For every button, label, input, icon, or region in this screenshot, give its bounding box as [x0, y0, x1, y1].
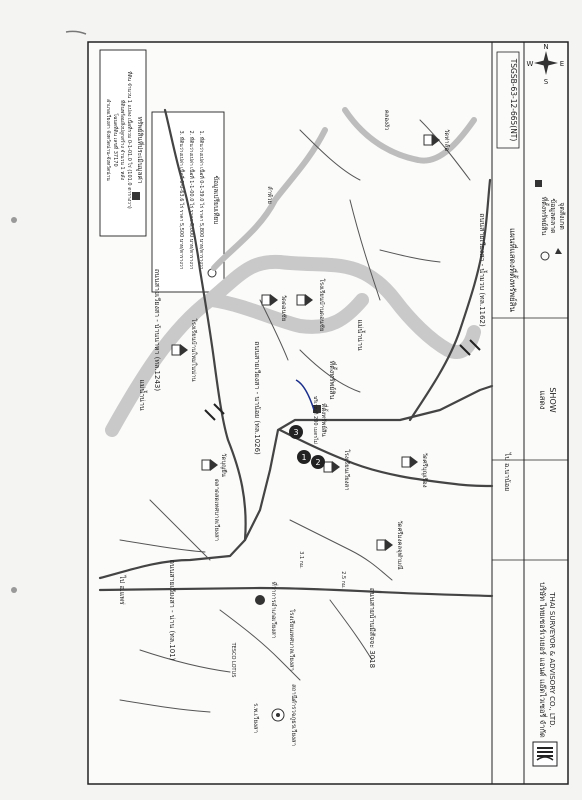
road-label: ถนนสายเวียงสา - น้ำมวบ (ทล.1162): [478, 213, 486, 327]
place-label: ที่ว่าการอำเภอเวียงสา: [270, 581, 277, 639]
river-label: แม่น้ำน่าน: [356, 319, 364, 351]
place-label: วัดศรีบุญเรือง: [421, 452, 428, 488]
compass-w: W: [526, 60, 534, 68]
to-phrae-label: ไป อ.แพร่: [118, 575, 126, 605]
road-label: ถนนสายเวียงสา - นาน้อย (ทล.1026): [253, 341, 261, 455]
market-box-title: ข้อมูลเปรียบเทียบ: [212, 175, 220, 225]
legend-comparable: ข้อมูลตลาด: [549, 198, 557, 234]
police-icon: [272, 709, 284, 721]
place-label: วัดศรีมงคลจุฬามณี: [396, 520, 403, 570]
company-logo-icon: [533, 742, 557, 766]
legend-subject-icon: [535, 180, 542, 187]
place-label: วัดท่าล้อ: [443, 129, 450, 151]
place-label: โรงเรียนบ้านดอนชัย: [318, 278, 325, 332]
subject-box-line: ที่ดินพร้อมสิ่งปลูกสร้าง จำนวน 1 หลัง: [119, 99, 125, 181]
market-box-line: 1. ที่ดินว่างเปล่า เนื้อที่ 0-1-39.0 ไร่ ราคา 5,800 บาท/ตารางวา: [198, 130, 204, 270]
khlong-label: คลองงัว: [383, 109, 390, 131]
place-label: โรงเรียนเวียงสา: [343, 449, 350, 491]
subject-box-title: ทรัพย์สินที่ประเมินมูลค่า: [136, 116, 144, 184]
distance-label: 3.1 กม.: [298, 551, 304, 569]
comparable-1-label: 1: [301, 453, 307, 462]
place-label: ร.พ.เวียงสา: [252, 703, 259, 733]
place-label: TESCO LOTUS: [230, 642, 236, 678]
distance-label: 2.5 กม.: [340, 571, 346, 589]
subject-box-line: อำเภอเวียงสา จังหวัดน่าน-จังหวัดน่าน: [105, 99, 111, 181]
place-label: สถานีตำรวจภูธรเวียงสา: [290, 684, 297, 746]
to-nanoi-label: ไป อ.นาน้อย: [503, 452, 511, 492]
market-box-line: 3. ที่ดินว่างเปล่า เนื้อที่ 0-0-63.6 ไร่ ราคา 5,500 บาท/ตารางวา: [178, 130, 184, 270]
market-box-line: 2. ที่ดินว่างเปล่า เนื้อที่ 1-1-00.0 ไร่ ราคา 5,000 บาท/ตารางวา: [188, 130, 194, 270]
map-code: TSGSB-63-12-665(NT): [509, 58, 518, 142]
subject-box-line: โฉนดที่ดิน เลขที่ 37170: [112, 113, 118, 167]
subject-hand-label: ที่ตั้งทรัพย์สิน: [328, 360, 336, 400]
title-text: แผนที่แสดงที่ตั้งทรัพย์สิน: [508, 228, 517, 312]
place-label: วัดดอนชัย: [280, 294, 287, 322]
company-name-th: บริษัท ไทยเซอร์เวเยอร์ แอนด์ แอ๊ดไวเซอรี่ จำกัด: [538, 582, 547, 738]
binder-hole: [11, 587, 17, 593]
legend-subject: ที่ตั้งทรัพย์สิน: [540, 196, 548, 236]
compass-n: N: [543, 43, 549, 51]
place-label: ตลาดสดเทศบาลเวียงสา: [213, 479, 220, 541]
compass-e: E: [559, 60, 565, 68]
road-label: ถนนสายเวียงสา - บ้านนาหา (ทล.1243): [153, 268, 161, 392]
stream-label: ลำห้วย: [266, 186, 273, 204]
comparable-2-label: 2: [315, 458, 321, 467]
comparable-3-label: 3: [293, 428, 299, 437]
legend-landmark: จุดสังเกต: [558, 202, 566, 230]
place-label: โรงเรียนเทศบาลเวียงสา: [288, 609, 295, 671]
place-label: วัดบุญยืน: [220, 453, 227, 477]
subject-info-box: [100, 50, 146, 236]
title-label-th: แสดง: [538, 390, 547, 410]
binder-hole: [11, 217, 17, 223]
subject-note: ที่ตั้งทรัพย์สิน: [320, 403, 327, 437]
subject-box-icon: [132, 192, 140, 200]
subject-box-line: ที่ดิน จำนวน 1 แปลง เนื้อที่รวม 0-1-01.0 ไร่ (101.0 ตารางวา): [126, 71, 132, 209]
place-label: โรงเรียนบ้านใหม่ในน่าน: [190, 318, 197, 382]
company-name-en: THAI SURVEYOR & ADVISORY CO., LTD.: [548, 592, 556, 728]
district-icon: [255, 595, 265, 605]
subject-note-2: บริเวณที่ 200 เมตรไม่: [312, 396, 318, 444]
river-label: แม่น้ำน่าน: [138, 379, 146, 411]
road-label: ถนนสายเวียงสา - น่าน (ทล.101): [168, 559, 176, 661]
title-label-en: SHOW: [548, 387, 557, 413]
road-label: ถนนสายบ้านมีสัจจะ 3018: [368, 587, 376, 669]
compass-s: S: [543, 78, 549, 86]
